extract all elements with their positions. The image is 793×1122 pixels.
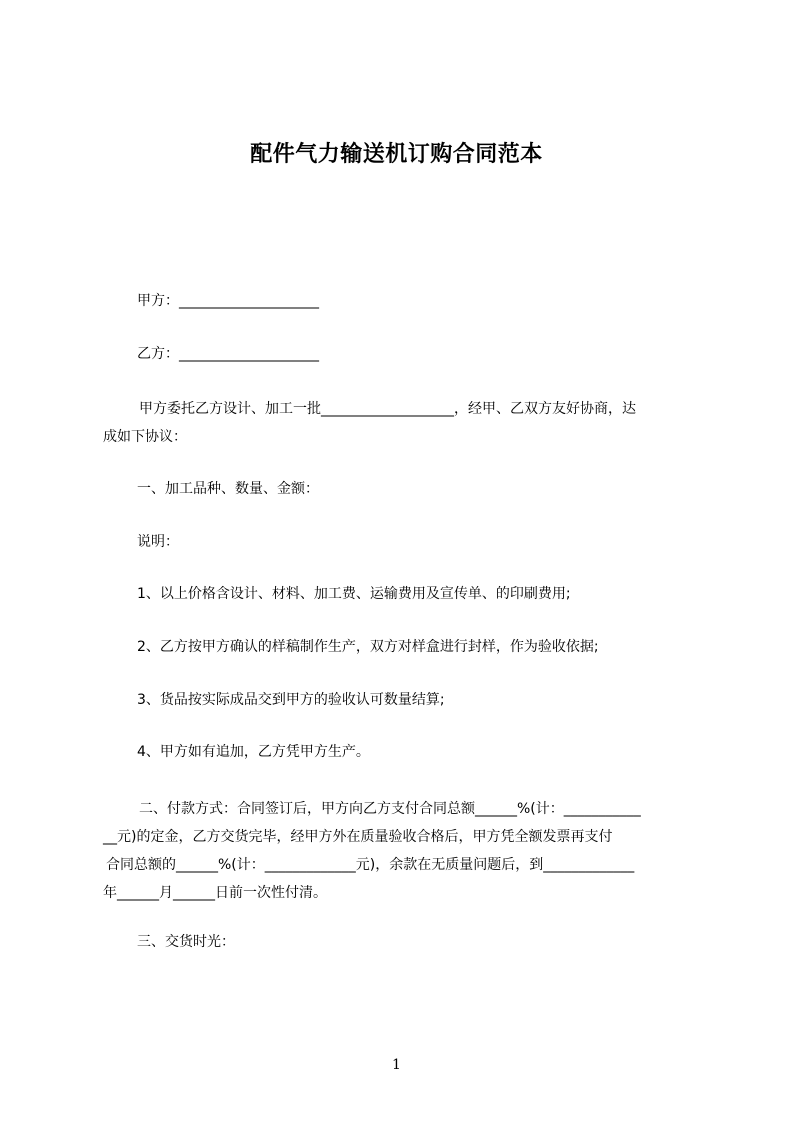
party-a-line: 甲方：____________________ <box>137 293 319 309</box>
note-item: 1、以上价格含设计、材料、加工费、运输费用及宣传单、的印刷费用; <box>137 586 571 602</box>
page-number: 1 <box>392 1057 401 1073</box>
note-item: 2、乙方按甲方确认的样稿制作生产，双方对样盒进行封样，作为验收依据; <box>137 639 599 655</box>
payment-line-3: 合同总额的______%(计：_____________元)，余款在无质量问题后，到_____________ <box>106 857 635 873</box>
note-item: 4、甲方如有追加，乙方凭甲方生产。 <box>137 744 370 760</box>
intro-line-1: 甲方委托乙方设计、加工一批___________________，经甲、乙双方友好协商，达 <box>139 401 636 417</box>
payment-paragraph <box>103 795 641 907</box>
section3-heading: 三、交货时光： <box>137 934 235 950</box>
intro-line-2: 成如下协议： <box>103 429 187 445</box>
party-b-line: 乙方：____________________ <box>137 346 319 362</box>
note-item: 3、货品按实际成品交到甲方的验收认可数量结算; <box>137 692 445 708</box>
payment-line-4: 年______月______日前一次性付清。 <box>103 885 327 901</box>
explanation-label: 说明： <box>137 534 179 550</box>
payment-line-2: __元)的定金，乙方交货完毕，经甲方外在质量验收合格后，甲方凭全额发票再支付 <box>103 829 613 845</box>
section1-heading: 一、加工品种、数量、金额： <box>137 481 319 497</box>
payment-line-1: 二、付款方式：合同签订后，甲方向乙方支付合同总额______%(计：___________ <box>139 801 641 817</box>
intro-paragraph <box>103 395 636 451</box>
document-title: 配件气力输送机订购合同范本 <box>250 142 543 167</box>
